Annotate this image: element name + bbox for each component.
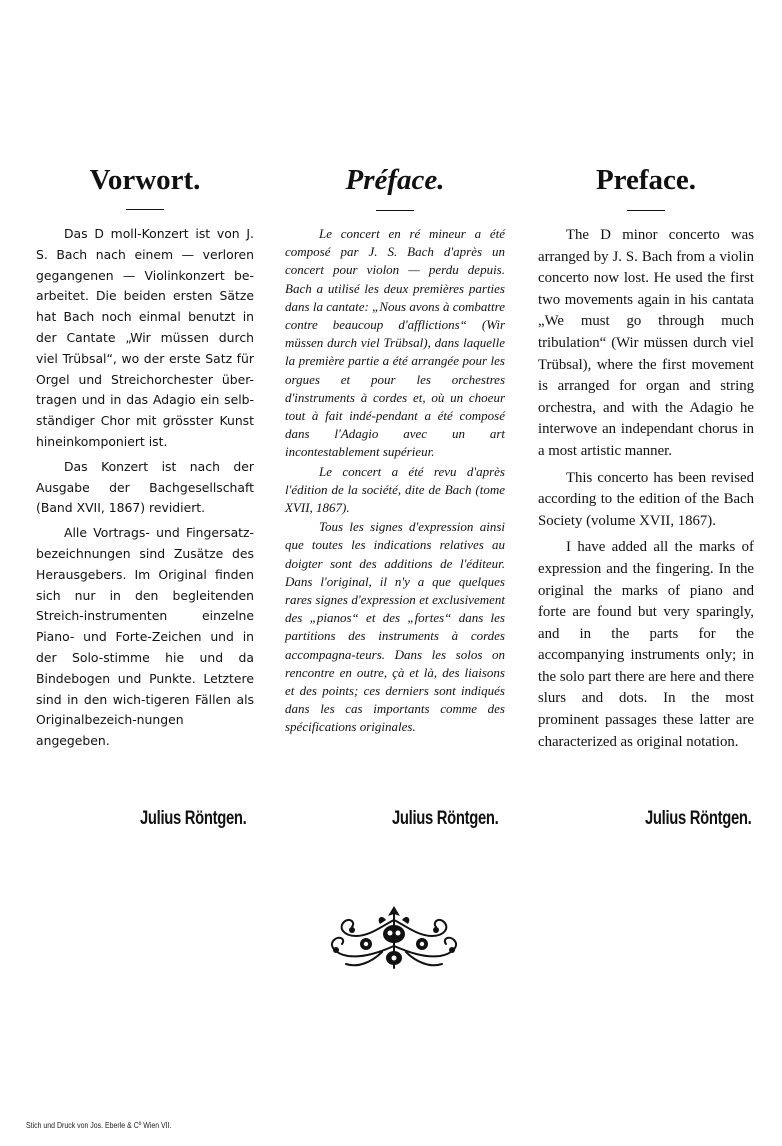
printer-imprint: Stich und Druck von Jos. Eberle & Cº Wien VII. [26,1120,172,1130]
english-paragraph-3: I have added all the marks of expression and the fingering. In the original the marks of piano and forte are found but very sparingly, and in the parts for the accompanying instruments only; in the solo part there are here and there slurs and dots. In the most prominent passages these latter are characterized as original notation. [538,539,754,750]
english-paragraph-1: The D minor concerto was arranged by J. S. Bach from a violin concerto now lost. He used the first two movements again in his cantata „We must go through much tribulation“ (Wir müssen durch viel Trübsal), where the first movement is arranged for organ and string orchestra, and with the Adagio he interwove an independant chorus in a most artistic manner. [538,227,754,459]
french-column [285,160,505,737]
german-title: Vorwort. [89,164,201,196]
german-signature: Julius Röntgen. [140,808,247,829]
french-signature: Julius Röntgen. [392,808,499,829]
english-column [538,160,754,753]
english-paragraph-2: This concerto has been revised according to the edition of the Bach Society (volume XVII, 1867). [538,469,754,529]
english-title: Preface. [595,164,697,196]
french-paragraph-1: Le concert en ré mineur a été composé par J. S. Bach d'après un concert pour violon — perdu depuis. Bach a utilisé les deux premières parties dans la cantate: „Nous avons à combattre contre beaucoup d'afflictions“ (Wir müssen durch viel Trübsal), dans laquelle la première partie a été arrangée pour les orgues et pour les orchestres d'instruments à cordes et, où un choeur tout à fait indé-pendant a été composé dans l'Adagio avec un art incontestablement supérieur. [285,226,505,460]
english-signature: Julius Röntgen. [645,808,752,829]
german-column [36,160,254,752]
floral-vignette-icon [322,906,466,974]
english-title-rule [627,210,665,211]
french-title-rule [376,210,414,211]
german-paragraph-3: Alle Vortrags- und Fingersatz-bezeichnungen sind Zusätze des Herausgebers. Im Original finden sich nur in den begleitenden Streich-instrumenten einzelne Piano- und Forte-Zeichen und in der Solo-stimme hie und da Bindebogen und Punkte. Letztere sind in den wich-tigeren Fällen als Originalbezeich-nungen angegeben. [36,525,254,749]
french-paragraph-2: Le concert a été revu d'après l'édition de la société, dite de Bach (tome XVII, 1867). [285,463,505,516]
german-paragraph-2: Das Konzert ist nach der Ausgabe der Bachgesellschaft (Band XVII, 1867) revidiert. [36,458,254,516]
german-paragraph-1: Das D moll-Konzert ist von J. S. Bach nach einem — verloren gegangenen — Violinkonzert be-arbeitet. Die beiden ersten Sätze hat Bach noch einmal benutzt in der Cantate „Wir müssen durch viel Trübsal“, wo der erste Satz für Orgel und Streichorchester über-tragen und in das Adagio ein selb-ständiger Chor mit grösster Kunst hineinkomponiert ist. [36,226,254,449]
german-title-rule [126,209,164,210]
french-paragraph-3: Tous les signes d'expression ainsi que toutes les indications relatives au doigter sont des additions de l'éditeur. Dans l'original, il n'y a que quelques rares signes d'expression et exclusivement des „pianos“ et des „fortes“ dans les partitions des instruments à cordes accompagna-teurs. Dans les solos on rencontre en outre, çà et là, des liaisons et des points; ces derniers sont indiqués dans les cas importants comme des spécifications originales. [285,519,505,735]
french-title: Préface. [345,164,445,196]
